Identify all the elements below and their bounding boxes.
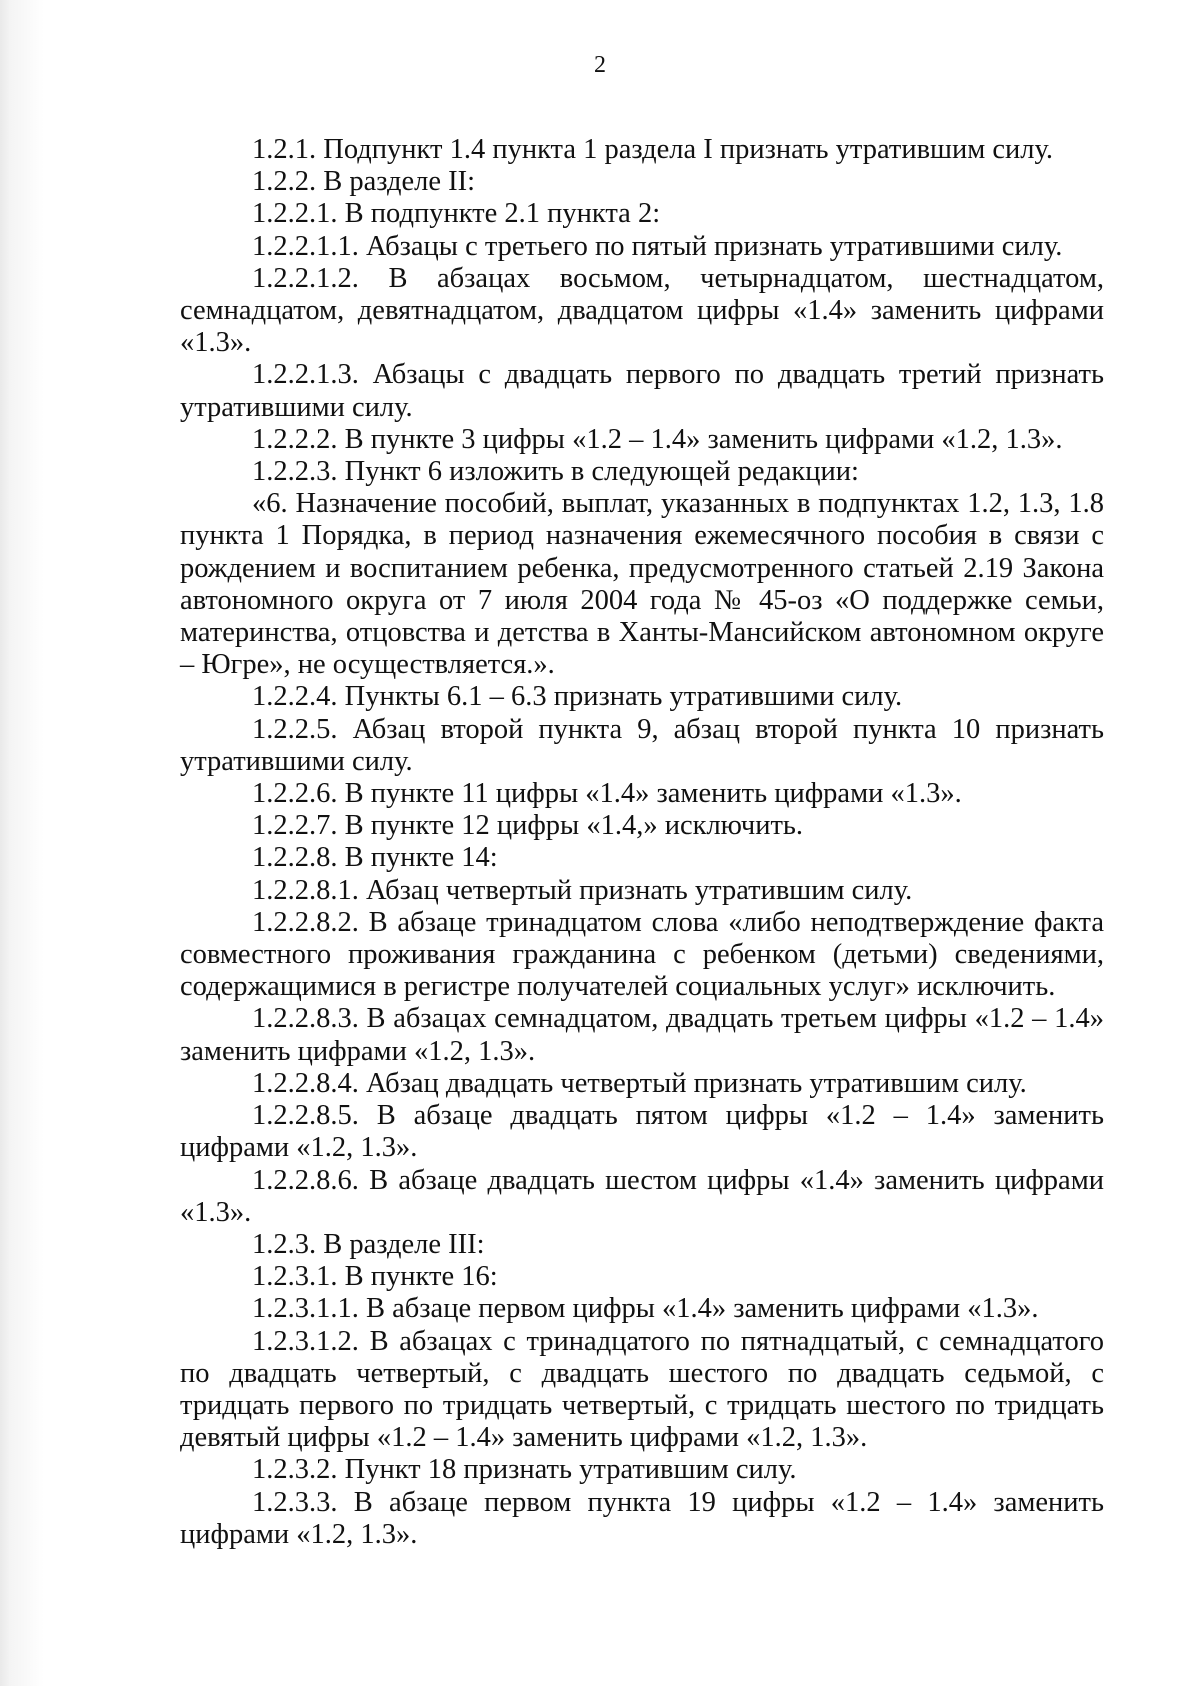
paragraph-1-2-3: 1.2.3. В разделе III: (252, 1228, 485, 1260)
document-body (180, 134, 1104, 1551)
paragraph-1-2-2-1-1: 1.2.2.1.1. Абзацы с третьего по пятый признать утратившими силу. (252, 230, 1063, 262)
paragraph-1-2-2-4: 1.2.2.4. Пункты 6.1 – 6.3 признать утратившими силу. (252, 681, 903, 713)
paragraph-1-2-2-8-5: 1.2.2.8.5. В абзаце двадцать пятом цифры «1.2 – 1.4» заменить цифрами «1.2, 1.3». (180, 1100, 1104, 1164)
paragraph-1-2-2-2: 1.2.2.2. В пункте 3 цифры «1.2 – 1.4» заменить цифрами «1.2, 1.3». (252, 423, 1063, 455)
paragraph-1-2-3-1-2: 1.2.3.1.2. В абзацах с тринадцатого по пятнадцатый, с семнадцатого по двадцать четвертый, с двадцать шестого по двадцать седьмой, с тридцать первого по тридцать четвертый, с тридцать шестого по тридцать девятый цифры «1.2 – 1.4» заменить цифрами «1.2, 1.3». (180, 1325, 1104, 1454)
paragraph-1-2-2-8-3: 1.2.2.8.3. В абзацах семнадцатом, двадцать третьем цифры «1.2 – 1.4» заменить цифрами «1.2, 1.3». (180, 1003, 1104, 1067)
paragraph-1-2-2-1: 1.2.2.1. В подпункте 2.1 пункта 2: (252, 198, 661, 230)
paragraph-1-2-2-5: 1.2.2.5. Абзац второй пункта 9, абзац второй пункта 10 признать утратившими силу. (180, 713, 1104, 777)
paragraph-1-2-3-1-1: 1.2.3.1.1. В абзаце первом цифры «1.4» заменить цифрами «1.3». (252, 1293, 1039, 1325)
paragraph-1-2-2-8-2: 1.2.2.8.2. В абзаце тринадцатом слова «либо неподтверждение факта совместного проживания гражданина с ребенком (детьми) сведениями, содержащимися в регистре получателей социальных услуг» исключить. (180, 906, 1104, 1003)
page-number: 2 (594, 52, 606, 78)
paragraph-1-2-3-3: 1.2.3.3. В абзаце первом пункта 19 цифры «1.2 – 1.4» заменить цифрами «1.2, 1.3». (180, 1486, 1104, 1550)
paragraph-1-2-3-1: 1.2.3.1. В пункте 16: (252, 1261, 498, 1293)
paragraph-1-2-2-3: 1.2.2.3. Пункт 6 изложить в следующей редакции: (252, 456, 859, 488)
paragraph-1-2-2-7: 1.2.2.7. В пункте 12 цифры «1.4,» исключить. (252, 810, 804, 842)
paragraph-1-2-2: 1.2.2. В разделе II: (252, 166, 476, 198)
paragraph-quote-6: «6. Назначение пособий, выплат, указанных в подпунктах 1.2, 1.3, 1.8 пункта 1 Порядка, в период назначения ежемесячного пособия в связи с рождением и воспитанием ребенка, предусмотренного статьей 2.19 Закона автономного округа от 7 июля 2004 года № 45-оз «О поддержке семьи, материнства, отцовства и детства в Ханты-Мансийском автономном округе – Югре», не осуществляется.». (180, 488, 1104, 681)
paragraph-1-2-2-8: 1.2.2.8. В пункте 14: (252, 842, 498, 874)
paragraph-1-2-2-1-2: 1.2.2.1.2. В абзацах восьмом, четырнадцатом, шестнадцатом, семнадцатом, девятнадцатом, двадцатом цифры «1.4» заменить цифрами «1.3». (180, 262, 1104, 359)
paragraph-1-2-2-8-4: 1.2.2.8.4. Абзац двадцать четвертый признать утратившим силу. (252, 1067, 1027, 1099)
paragraph-1-2-2-1-3: 1.2.2.1.3. Абзацы с двадцать первого по двадцать третий признать утратившими силу. (180, 359, 1104, 423)
paragraph-1-2-2-6: 1.2.2.6. В пункте 11 цифры «1.4» заменить цифрами «1.3». (252, 778, 962, 810)
scan-edge (0, 0, 48, 1686)
paragraph-1-2-2-8-1: 1.2.2.8.1. Абзац четвертый признать утратившим силу. (252, 874, 913, 906)
paragraph-1-2-1: 1.2.1. Подпункт 1.4 пункта 1 раздела I признать утратившим силу. (252, 134, 1054, 165)
paragraph-1-2-2-8-6: 1.2.2.8.6. В абзаце двадцать шестом цифры «1.4» заменить цифрами «1.3». (180, 1164, 1104, 1228)
paragraph-1-2-3-2: 1.2.3.2. Пункт 18 признать утратившим силу. (252, 1454, 797, 1486)
